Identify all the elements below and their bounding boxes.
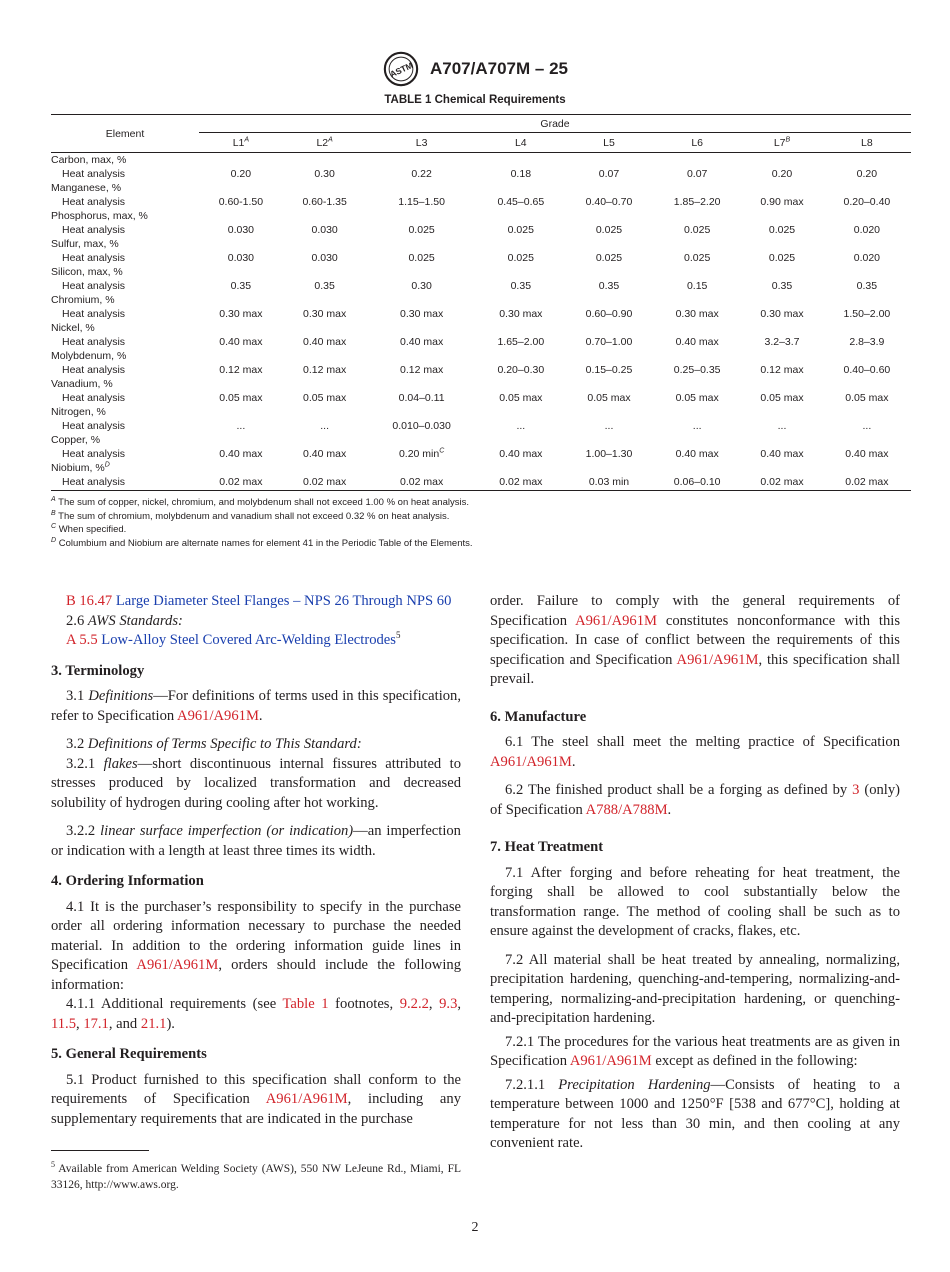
value-cell: 0.025	[768, 252, 796, 264]
table-footnote: $^A$ The sum of copper, nickel, chromium, and molybdenum shall not exceed 1.00 % on heat analysis.	[51, 495, 469, 508]
value-cell: 0.12 max	[400, 364, 444, 376]
value-cell: 3.2–3.7	[764, 336, 800, 348]
value-cell: 0.025	[507, 224, 534, 236]
element-label: Manganese, %	[51, 182, 122, 194]
heat-analysis-label: Heat analysis	[62, 224, 126, 236]
value-cell: 0.60–0.90	[585, 308, 633, 320]
right-column	[490, 592, 900, 1154]
grade-header-cell: L6	[653, 133, 741, 153]
value-cell: 0.05 max	[499, 392, 543, 404]
value-cell: 0.030	[311, 224, 338, 236]
element-row	[51, 433, 911, 447]
value-cell: 0.40 max	[760, 448, 804, 460]
ref-title-link[interactable]: Low-Alloy Steel Covered Arc-Welding Electrodes	[101, 632, 396, 648]
value-cell: ...	[604, 420, 614, 432]
value-cell: 0.18	[510, 168, 532, 180]
svg-text:ASTM: ASTM	[388, 60, 415, 80]
value-cell: 0.35	[510, 280, 532, 292]
section-2-6: 2.6 AWS Standards:	[66, 612, 183, 629]
value-cell: 0.07	[598, 168, 620, 180]
element-label: Nickel, %	[51, 322, 95, 334]
value-cell: 0.40 max	[303, 448, 347, 460]
paragraph-3-2-2: 3.2.2 linear surface imperfection (or indication)—an imperfection or indication with a length at least three times its width.	[51, 823, 461, 859]
heat-analysis-row	[51, 251, 911, 265]
element-row	[51, 153, 911, 168]
value-cell: 0.025	[595, 224, 623, 236]
left-column	[51, 592, 461, 1129]
section-link[interactable]: 11.5	[51, 1015, 76, 1032]
value-cell: 0.40 max	[400, 336, 444, 348]
heat-analysis-row	[51, 167, 911, 181]
value-cell: 0.05 max	[303, 392, 347, 404]
value-cell: 1.50–2.00	[843, 308, 891, 320]
value-cell: 0.025	[507, 252, 534, 264]
value-cell: 0.35	[314, 280, 335, 292]
element-label: Sulfur, max, %	[51, 238, 119, 250]
value-cell: 0.30 max	[219, 308, 263, 320]
element-label: Copper, %	[51, 434, 101, 446]
paragraph-6-2: 6.2 The finished product shall be a forging as defined by 3 (only) of Specification A788/A788M.	[490, 782, 900, 818]
value-cell: ...	[236, 420, 246, 432]
value-cell: ...	[320, 420, 329, 432]
value-cell: 0.40 max	[675, 448, 719, 460]
value-cell: 0.030	[311, 252, 338, 264]
spec-link[interactable]: A961/A961M	[265, 1091, 348, 1107]
section-heading-heat-treatment: 7. Heat Treatment	[490, 839, 604, 855]
table-title: TABLE 1 Chemical Requirements	[384, 94, 566, 106]
grade-column-header: Grade	[199, 115, 911, 133]
value-cell: ...	[777, 420, 787, 432]
value-cell: 1.65–2.00	[497, 336, 545, 348]
reference-a5-5: A 5.5 Low-Alloy Steel Covered Arc-Welding Electrodes$^5$	[66, 630, 401, 648]
heat-analysis-row	[51, 391, 911, 405]
value-cell: 0.40 max	[499, 448, 543, 460]
page-footnote: $^5$ Available from American Welding Society (AWS), 550 NW LeJeune Rd., Miami, FL 33126, http://www.aws.org.	[51, 1160, 461, 1191]
spec-link[interactable]: A961/A961M	[490, 753, 572, 770]
section-link[interactable]: 9.2.2	[399, 996, 429, 1012]
paragraph-4-1-1: 4.1.1 Additional requirements (see Table 1 footnotes, 9.2.2, 9.3, 11.5, 17.1, and 21.1).	[51, 996, 462, 1032]
element-label: Chromium, %	[51, 294, 115, 306]
table-footnote: $^B$ The sum of chromium, molybdenum and vanadium shall not exceed 0.32 % on heat analysis.	[51, 509, 450, 522]
value-cell: 0.40 max	[303, 336, 347, 348]
value-cell: 0.20 $\min^C$	[398, 447, 445, 460]
value-cell: 0.12 max	[303, 364, 347, 376]
value-cell: 0.30 max	[499, 308, 543, 320]
value-cell: 0.07	[686, 168, 708, 180]
value-cell: 0.04–0.11	[398, 392, 445, 404]
value-cell: 0.02 max	[367, 475, 477, 491]
heat-analysis-label: Heat analysis	[62, 280, 126, 292]
paragraph-4-1: 4.1 It is the purchaser’s responsibility to specify in the purchase order all ordering information necessary to purchase the needed material. In addition to the ordering information guide lines in Specification A961/A961M, orders should include the following information:	[51, 898, 461, 993]
paragraph-3-1: 3.1 Definitions—For definitions of terms used in this specification, refer to Specification A961/A961M.	[51, 688, 461, 724]
chemical-requirements-table	[51, 114, 911, 491]
value-cell: 0.05 max	[675, 392, 719, 404]
value-cell: 0.35	[230, 280, 252, 292]
value-cell: 0.60-1.35	[302, 196, 347, 208]
heat-analysis-row	[51, 335, 911, 349]
paragraph-3-2: 3.2 Definitions of Terms Specific to This Standard:	[66, 736, 362, 752]
value-cell: 0.030	[227, 224, 255, 236]
value-cell: 0.30	[411, 280, 432, 292]
value-cell: 0.02 max	[477, 475, 565, 491]
heat-analysis-row	[51, 475, 911, 491]
value-cell: 0.025	[684, 252, 711, 264]
element-row	[51, 405, 911, 419]
value-cell: 0.40 max	[845, 448, 889, 460]
section-link[interactable]: 9.3	[439, 996, 458, 1012]
section-heading-terminology: 3. Terminology	[51, 662, 145, 679]
element-label: Vanadium, %	[51, 378, 113, 390]
table-footnotes	[51, 496, 911, 551]
page-number: 2	[471, 1220, 479, 1235]
value-cell: 0.02 max	[741, 475, 823, 491]
value-cell: 0.20–0.30	[497, 364, 545, 376]
heat-analysis-row	[51, 279, 911, 293]
heat-analysis-row	[51, 195, 911, 209]
value-cell: 0.02 max	[199, 475, 283, 491]
heat-analysis-label: Heat analysis	[62, 308, 126, 320]
value-cell: 0.20–0.40	[843, 196, 891, 208]
value-cell: 0.02 max	[283, 475, 367, 491]
value-cell: 0.20	[230, 168, 252, 180]
value-cell: 0.025	[768, 224, 796, 236]
section-link[interactable]: 17.1	[83, 1015, 109, 1032]
value-cell: ...	[692, 420, 702, 432]
grade-header-cell: $L1^A$	[199, 133, 283, 153]
paragraph-7-1: 7.1 After forging and before reheating for heat treatment, the forging shall be allowed to cool substantially below the transformation range. The method of cooling shall be such as to ensure against the development of cracks, flakes, etc.	[490, 864, 900, 939]
value-cell: 0.40 max	[675, 336, 719, 348]
heat-analysis-row	[51, 419, 911, 433]
value-cell: 0.030	[227, 252, 255, 264]
value-cell: 1.85–2.20	[673, 196, 721, 208]
heat-analysis-row	[51, 307, 911, 321]
ref-title-link[interactable]: Large Diameter Steel Flanges – NPS 26 Through NPS 60	[115, 593, 452, 609]
value-cell: 0.20	[856, 168, 878, 180]
paragraph-7-2-1: 7.2.1 The procedures for the various heat treatments are as given in Specification A961/A961M except as defined in the following:	[490, 1033, 900, 1069]
paragraph-3-2-1: 3.2.1 flakes—short discontinuous internal fissures attributed to stresses produced by localized transformation and decreased solubility of hydrogen during cooling after hot working.	[51, 755, 461, 811]
spec-link[interactable]: A961/A961M	[177, 707, 259, 724]
section-heading-general: 5. General Requirements	[51, 1046, 207, 1062]
value-cell: 0.02 max	[823, 475, 911, 491]
section-link[interactable]: 21.1	[140, 1015, 167, 1032]
grade-header-cell: L8	[823, 133, 911, 153]
ref-code-link[interactable]: B 16.47	[66, 593, 113, 609]
table-link[interactable]: Table 1	[282, 996, 329, 1012]
footnote-divider	[51, 1150, 149, 1151]
section-link[interactable]: 3	[852, 782, 860, 798]
paragraph-5-1-continued: order. Failure to comply with the general requirements of Specification A961/A961M constitutes nonconformance with this specification. In case of conflict between the requirements of this specification and Specification A961/A961M, this specification shall prevail.	[490, 593, 901, 687]
value-cell: 0.40–0.60	[843, 364, 891, 376]
heat-analysis-row	[51, 363, 911, 377]
element-label: Silicon, max, %	[51, 266, 123, 278]
spec-link[interactable]: A961/A961M	[676, 651, 759, 668]
value-cell: 0.30 max	[760, 308, 804, 320]
value-cell: ...	[862, 420, 872, 432]
heat-analysis-label: Heat analysis	[62, 364, 126, 376]
spec-link[interactable]: A961/A961M	[569, 1053, 652, 1069]
section-heading-manufacture: 6. Manufacture	[490, 708, 587, 725]
value-cell: 2.8–3.9	[849, 336, 885, 348]
value-cell: 0.35	[598, 280, 620, 292]
value-cell: 0.30 max	[400, 308, 444, 320]
value-cell: 0.22	[411, 168, 432, 180]
value-cell: 0.05 max	[219, 392, 263, 404]
value-cell: 0.020	[853, 224, 881, 236]
value-cell: 0.25–0.35	[673, 364, 721, 376]
heat-analysis-label: Heat analysis	[62, 168, 126, 180]
document-designation: A707/A707M – 25	[430, 59, 568, 78]
element-row	[51, 265, 911, 279]
spec-link[interactable]: A961/A961M	[136, 957, 219, 973]
value-cell: 0.12 max	[760, 364, 804, 376]
value-cell: 0.025	[684, 224, 711, 236]
ref-code-link[interactable]: A 5.5	[66, 632, 98, 648]
element-row	[51, 377, 911, 391]
grade-header-cell: L5	[565, 133, 653, 153]
element-row	[51, 237, 911, 251]
heat-analysis-label: Heat analysis	[62, 448, 126, 460]
value-cell: 0.15–0.25	[585, 364, 633, 376]
page-header	[0, 50, 950, 88]
table-footnote: $^D$ Columbium and Niobium are alternate names for element 41 in the Periodic Table of the Elements.	[51, 536, 473, 550]
value-cell: 0.025	[408, 252, 435, 264]
value-cell: 0.35	[856, 280, 878, 292]
heat-analysis-label: Heat analysis	[51, 475, 199, 491]
element-label: Phosphorus, max, %	[51, 210, 148, 222]
value-cell: 0.03 min	[565, 475, 653, 491]
heat-analysis-label: Heat analysis	[62, 392, 126, 404]
value-cell: 0.05 max	[760, 392, 804, 404]
value-cell: 0.15	[686, 280, 708, 292]
heat-analysis-label: Heat analysis	[62, 252, 126, 264]
element-label: Nitrogen, %	[51, 406, 106, 418]
reference-b16-47	[51, 592, 461, 612]
value-cell: 0.020	[853, 252, 881, 264]
astm-logo-icon	[382, 50, 420, 88]
value-cell: 1.15–1.50	[398, 196, 445, 208]
grade-header-cell: L4	[477, 133, 565, 153]
value-cell: 0.60-1.50	[218, 196, 264, 208]
spec-link[interactable]: A788/A788M	[585, 801, 668, 818]
value-cell: 0.35	[771, 280, 793, 292]
value-cell: 0.025	[408, 224, 435, 236]
element-label: Niobium, %$^D$	[51, 461, 110, 474]
heat-analysis-label: Heat analysis	[62, 196, 126, 208]
element-row	[51, 181, 911, 195]
paragraph-5-1: 5.1 Product furnished to this specification shall conform to the requirements of Specification A961/A961M, including any supplementary requirements that are indicated in the purchase	[51, 1071, 461, 1127]
spec-link[interactable]: A961/A961M	[575, 612, 657, 629]
heat-analysis-label: Heat analysis	[62, 420, 126, 432]
value-cell: 0.70–1.00	[585, 336, 633, 348]
element-row	[51, 293, 911, 307]
value-cell: 1.00–1.30	[585, 448, 633, 460]
value-cell: 0.30	[314, 168, 335, 180]
value-cell: 0.40 max	[219, 336, 263, 348]
element-row	[51, 321, 911, 335]
value-cell: 0.30 max	[303, 308, 347, 320]
element-label: Molybdenum, %	[51, 350, 127, 362]
element-column-header: Element	[51, 115, 199, 153]
value-cell: 0.40 max	[219, 448, 263, 460]
value-cell: 0.010–0.030	[392, 420, 451, 432]
value-cell: 0.20	[771, 168, 793, 180]
value-cell: 0.40–0.70	[585, 196, 633, 208]
value-cell: 0.45–0.65	[497, 196, 545, 208]
value-cell: 0.90 max	[760, 196, 804, 208]
grade-header-cell: $L7^B$	[741, 133, 823, 153]
section-heading-ordering: 4. Ordering Information	[51, 873, 204, 889]
element-row	[51, 349, 911, 363]
value-cell: 0.06–0.10	[653, 475, 741, 491]
heat-analysis-row	[51, 447, 911, 461]
value-cell: 0.12 max	[219, 364, 263, 376]
value-cell: ...	[516, 420, 526, 432]
element-row	[51, 461, 911, 475]
grade-header-cell: L3	[367, 133, 477, 153]
element-row	[51, 209, 911, 223]
paragraph-6-1: 6.1 The steel shall meet the melting practice of Specification A961/A961M.	[490, 734, 900, 770]
grade-header-cell: $L2^A$	[283, 133, 367, 153]
heat-analysis-label: Heat analysis	[62, 336, 126, 348]
paragraph-7-2-1-1: 7.2.1.1 Precipitation Hardening—Consists of heating to a temperature between 1000 and 1250°F [538 and 677°C], holding at temperature for not less than 30 min, and then cooling at any convenient rate.	[490, 1076, 901, 1151]
value-cell: 0.05 max	[587, 392, 631, 404]
value-cell: 0.025	[595, 252, 623, 264]
value-cell: 0.05 max	[845, 392, 889, 404]
heat-analysis-row	[51, 223, 911, 237]
paragraph-7-2: 7.2 All material shall be heat treated by annealing, normalizing, precipitation hardening, quenching-and-tempering, normalizing-and-tempering, normalizing-and-precipitation hardening, or quenching-and-precipitation hardening.	[490, 951, 900, 1026]
table-footnote: $^C$ When specified.	[51, 523, 127, 536]
value-cell: 0.30 max	[675, 308, 719, 320]
element-label: Carbon, max, %	[51, 154, 127, 166]
